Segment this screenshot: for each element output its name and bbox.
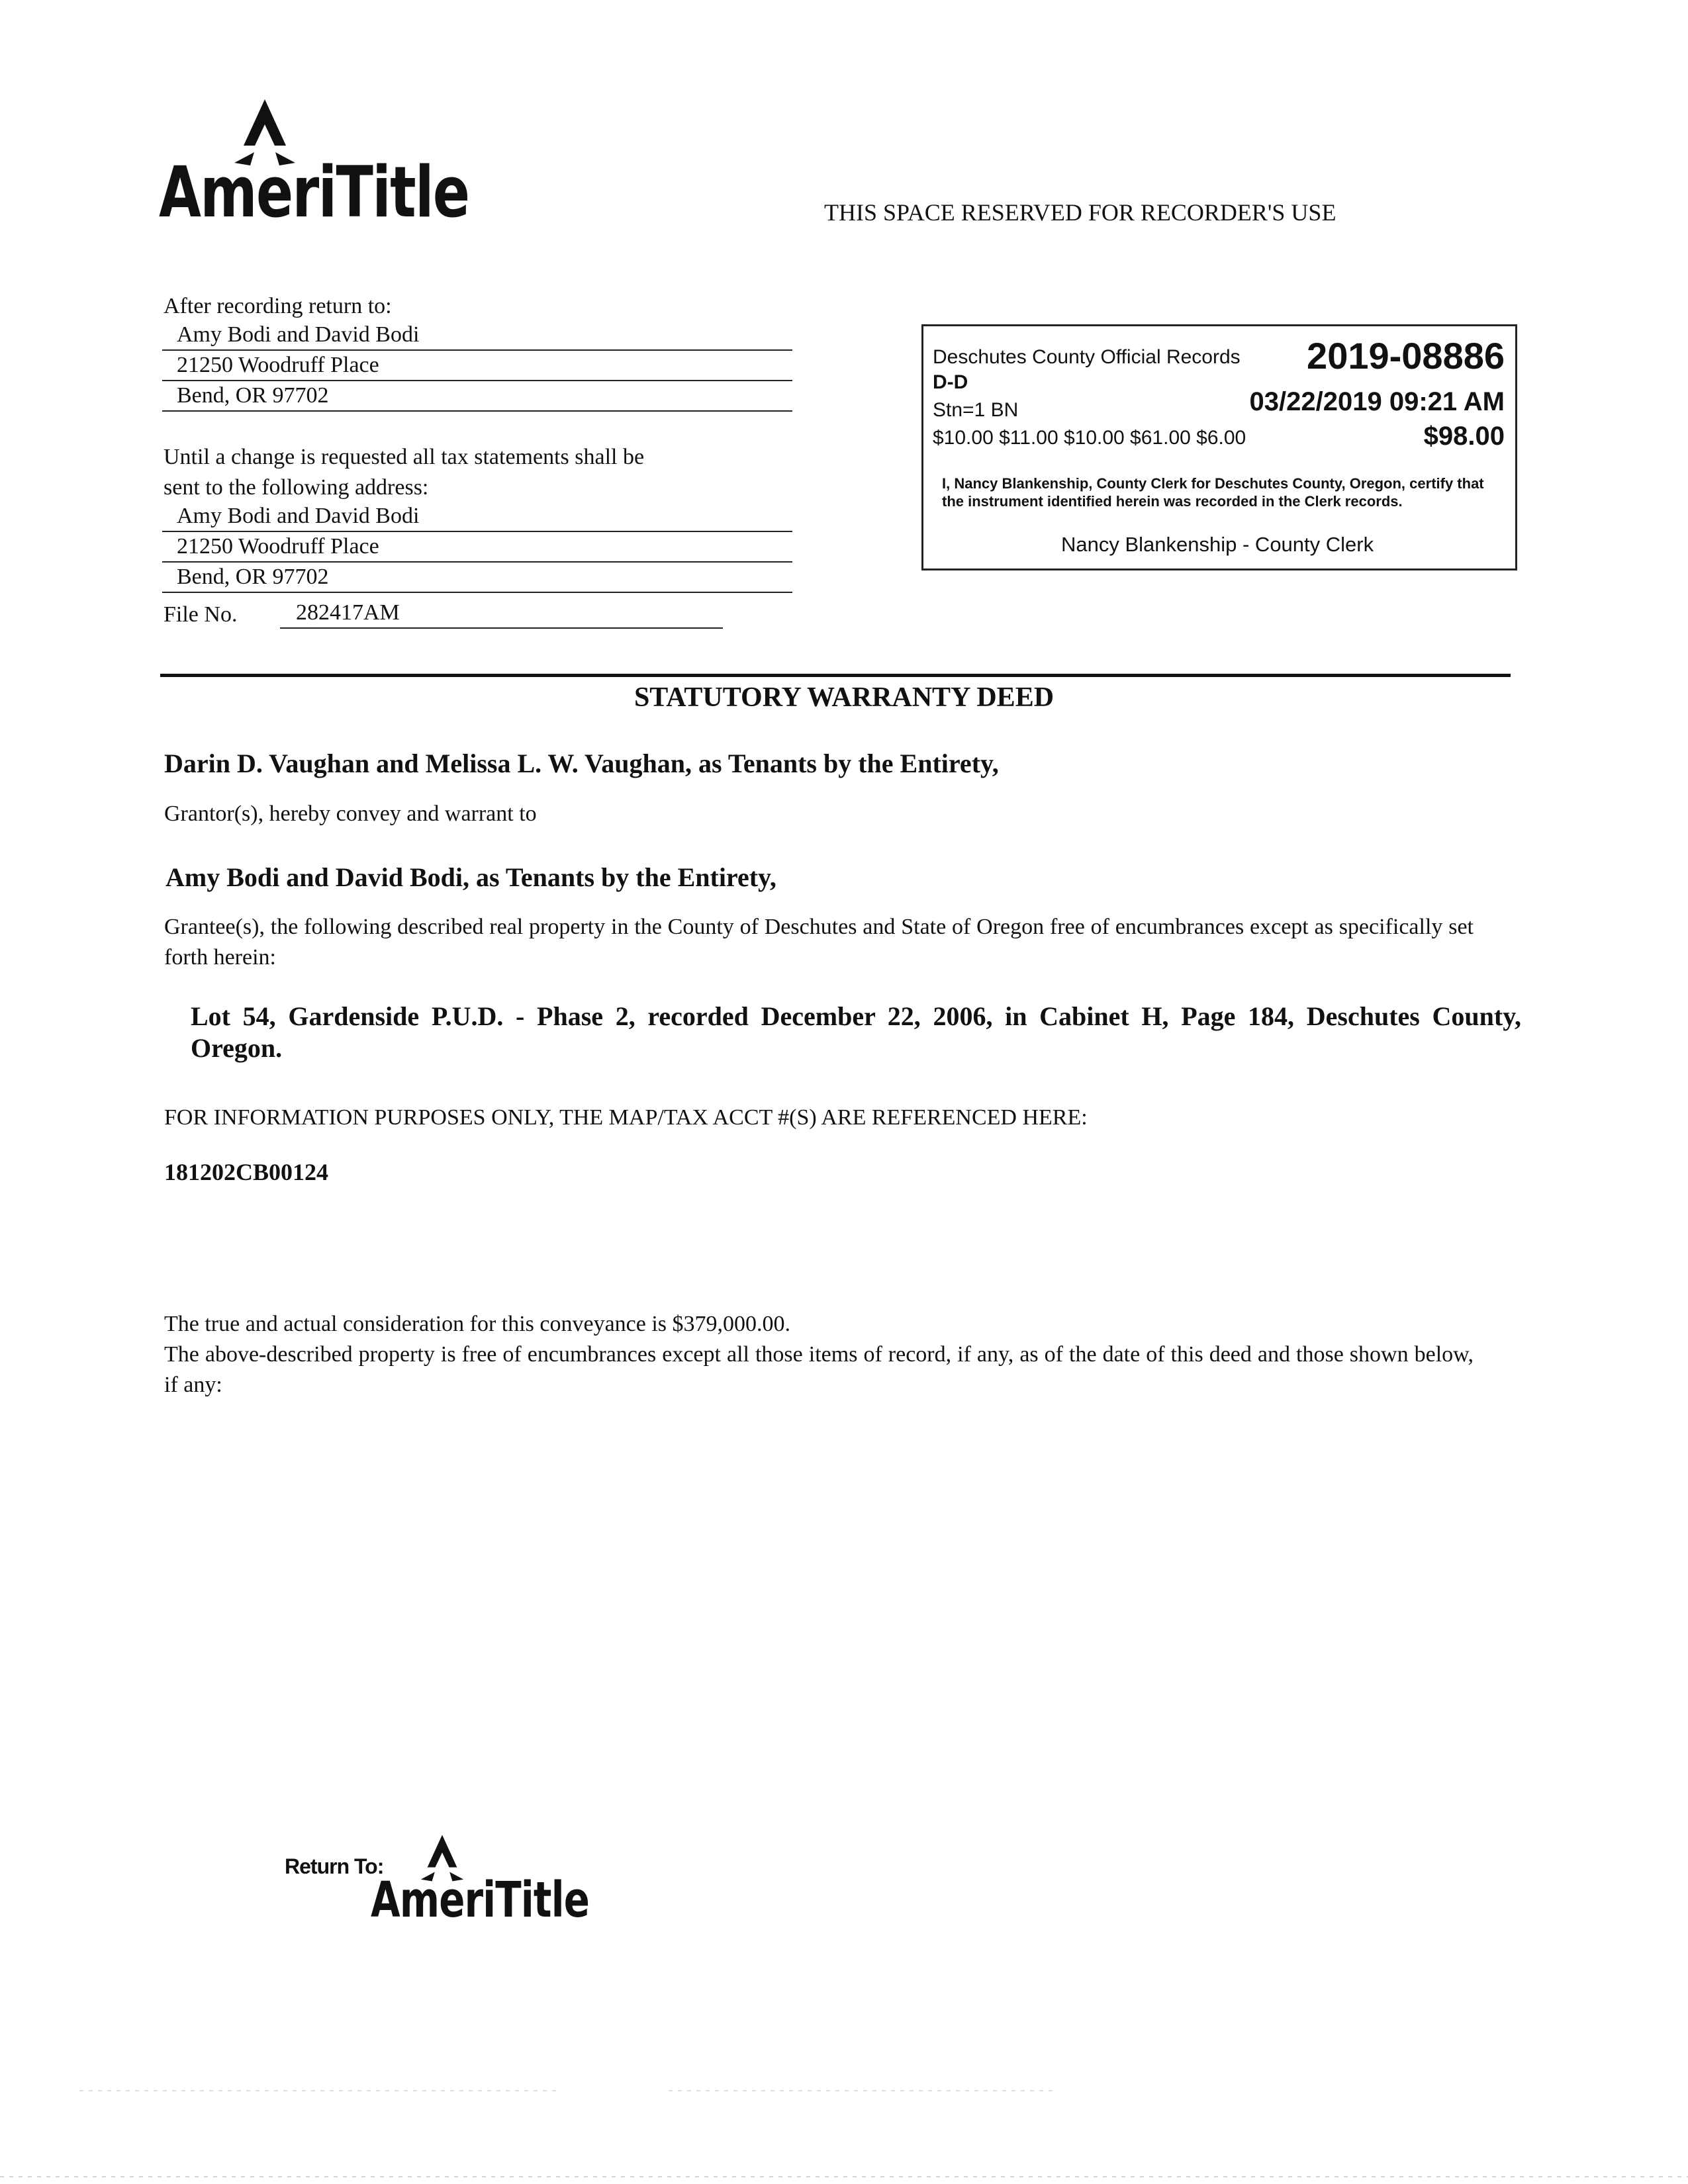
grantor-names: Darin D. Vaughan and Melissa L. W. Vaughan, as Tenants by the Entirety,: [164, 749, 999, 778]
tax-statement-label-2: sent to the following address:: [164, 475, 429, 500]
scan-artifact-line: [79, 2090, 556, 2091]
stamp-office: Deschutes County Official Records: [933, 346, 1241, 368]
file-no-value: 282417AM: [280, 598, 723, 629]
recording-stamp: [921, 324, 1517, 570]
stamp-clerk: Nancy Blankenship - County Clerk: [1061, 533, 1374, 556]
stamp-doc-type: D-D: [933, 371, 968, 393]
map-tax-account: 181202CB00124: [164, 1159, 329, 1185]
return-name-line: Amy Bodi and David Bodi: [162, 320, 792, 351]
grantee-clause: Grantee(s), the following described real property in the County of Deschutes and State of Oregon free of encumbrances except as specifically set forth herein:: [164, 915, 1474, 970]
stamp-datetime: 03/22/2019 09:21 AM: [1249, 387, 1505, 416]
stamp-record-number: 2019-08886: [1307, 335, 1505, 377]
scan-artifact-line: [0, 2176, 1688, 2177]
map-tax-label: FOR INFORMATION PURPOSES ONLY, THE MAP/TAX ACCT #(S) ARE REFERENCED HERE:: [164, 1105, 1088, 1130]
file-no-label: File No.: [164, 602, 238, 627]
return-to-label: After recording return to:: [164, 294, 392, 318]
footer-ameritile-logo: [371, 1835, 590, 1934]
legal-description: Lot 54, Gardenside P.U.D. - Phase 2, recorded December 22, 2006, in Cabinet H, Page 184, Deschutes County, Oregon.: [191, 1001, 1521, 1063]
stamp-station: Stn=1 BN: [933, 399, 1019, 421]
tax-city-line: Bend, OR 97702: [162, 563, 792, 593]
scan-artifact-line: [669, 2090, 1053, 2091]
deed-title: STATUTORY WARRANTY DEED: [633, 682, 1055, 713]
return-city-line: Bend, OR 97702: [162, 381, 792, 412]
footer-logo-wordmark: AmeriTitle: [371, 1872, 590, 1929]
stamp-total: $98.00: [1423, 422, 1505, 451]
tax-street-line: 21250 Woodruff Place: [162, 532, 792, 563]
stamp-certification: I, Nancy Blankenship, County Clerk for Deschutes County, Oregon, certify that the instrument identified herein was recorded in the Clerk records.: [942, 475, 1484, 510]
ameritile-logo: [159, 99, 469, 233]
encumbrances-statement: The above-described property is free of encumbrances except all those items of record, if any, as of the date of this deed and those shown below, if any:: [164, 1342, 1474, 1397]
grantor-clause: Grantor(s), hereby convey and warrant to: [164, 801, 537, 826]
consideration-statement: The true and actual consideration for this conveyance is $379,000.00.: [164, 1312, 791, 1336]
return-street-line: 21250 Woodruff Place: [162, 351, 792, 381]
stamp-fees: $10.00 $11.00 $10.00 $61.00 $6.00: [933, 427, 1246, 449]
section-divider: [160, 674, 1511, 677]
logo-wordmark: AmeriTitle: [159, 152, 469, 233]
tax-name-line: Amy Bodi and David Bodi: [162, 502, 792, 532]
grantee-names: Amy Bodi and David Bodi, as Tenants by the Entirety,: [165, 862, 776, 892]
tax-statement-label-1: Until a change is requested all tax statements shall be: [164, 445, 645, 469]
recorder-space-label: THIS SPACE RESERVED FOR RECORDER'S USE: [824, 199, 1336, 226]
footer-return-to-label: Return To:: [285, 1854, 384, 1878]
